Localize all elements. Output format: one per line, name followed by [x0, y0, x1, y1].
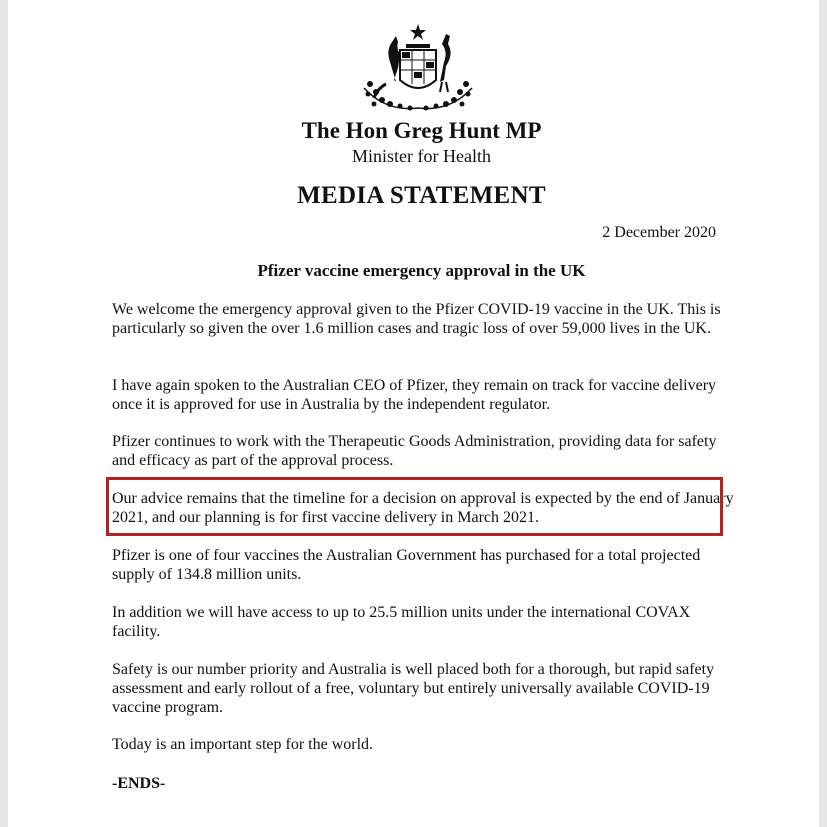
- minister-role: Minister for Health: [352, 146, 491, 166]
- minister-name: The Hon Greg Hunt MP: [301, 118, 542, 143]
- commonwealth-coat-of-arms-icon: [356, 22, 480, 112]
- document-type-heading: MEDIA STATEMENT: [297, 182, 546, 209]
- ends-marker: -ENDS-: [112, 775, 166, 792]
- statement-date: 2 December 2020: [602, 224, 716, 241]
- paragraph-important-step: Today is an important step for the world.: [112, 736, 374, 753]
- paragraph-pfizer-ceo: I have again spoken to the Australian CEO of Pfizer, they remain on track for vaccine delivery once it is approved for use in Australia by the independent regulator.: [112, 377, 717, 413]
- paragraph-timeline-highlighted: Our advice remains that the timeline for a decision on approval is expected by the end of January 2021, and our planning is for first vaccine delivery in March 2021.: [112, 490, 734, 526]
- paragraph-covax: In addition we will have access to up to 25.5 million units under the international COVAX facility.: [112, 604, 691, 640]
- paragraph-four-vaccines: Pfizer is one of four vaccines the Australian Government has purchased for a total projected supply of 134.8 million units.: [112, 547, 701, 583]
- highlight-box: [106, 477, 723, 536]
- paragraph-tga: Pfizer continues to work with the Therapeutic Goods Administration, providing data for safety and efficacy as part of the approval process.: [112, 433, 717, 469]
- paragraph-uk-approval: We welcome the emergency approval given to the Pfizer COVID-19 vaccine in the UK. This is particularly so given the over 1.6 million cases and tragic loss of over 59,000 lives in the UK.: [112, 301, 721, 337]
- paragraph-safety: Safety is our number priority and Australia is well placed both for a thorough, but rapid safety assessment and early rollout of a free, voluntary but entirely universally available COVID-19 vaccine program.: [112, 661, 715, 716]
- statement-title: Pfizer vaccine emergency approval in the UK: [257, 261, 586, 280]
